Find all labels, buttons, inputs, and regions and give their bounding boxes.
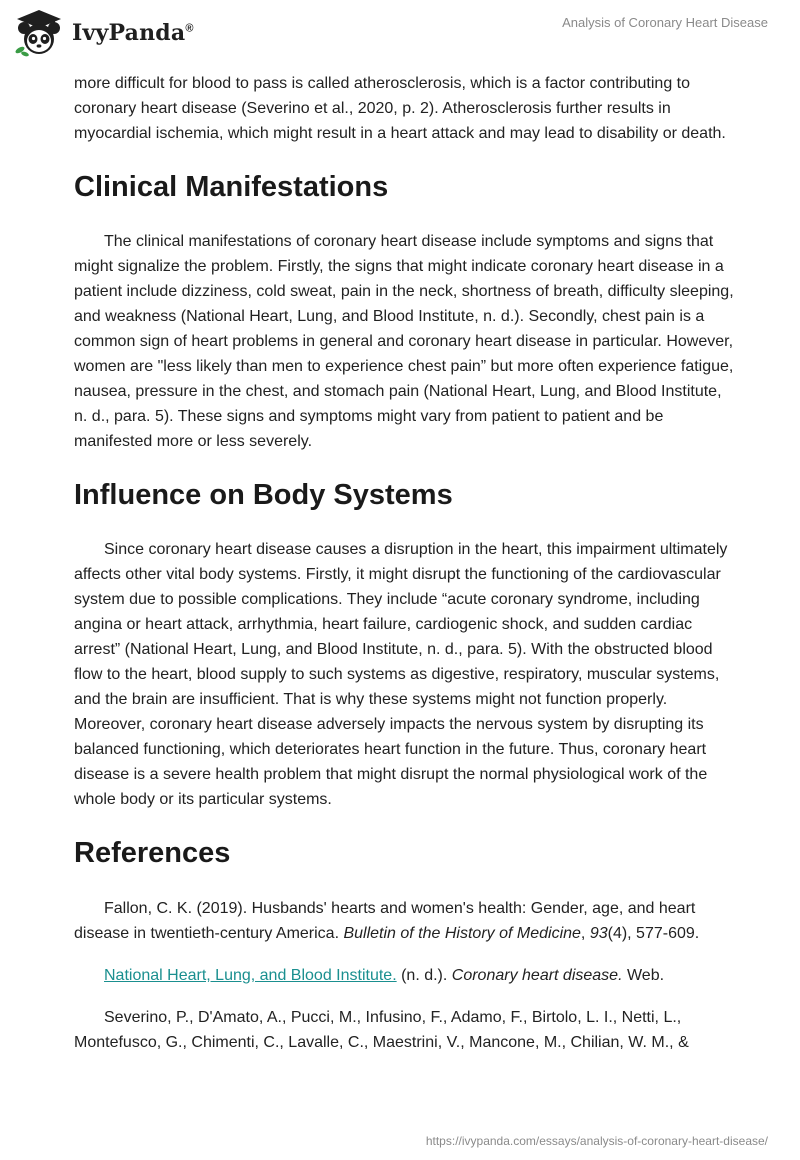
intro-paragraph: more difficult for blood to pass is called atherosclerosis, which is a factor contributing to coronary heart disease (Severino et al., 2020, p. 2). Atherosclerosis further results in myocardial ischemia, which might result in a heart attack and may lead to disability or death. bbox=[74, 75, 726, 142]
panda-graduate-icon bbox=[14, 8, 64, 58]
heading-influence-body-systems: Influence on Body Systems bbox=[74, 479, 453, 511]
nhlbi-link[interactable]: National Heart, Lung, and Blood Institute. bbox=[104, 967, 397, 984]
essay-content bbox=[74, 71, 734, 1055]
reference-nhlbi: National Heart, Lung, and Blood Institute. (n. d.). Coronary heart disease. Web. bbox=[104, 967, 665, 984]
footer-url[interactable]: https://ivypanda.com/essays/analysis-of-coronary-heart-disease/ bbox=[425, 1134, 768, 1148]
influence-paragraph: Since coronary heart disease causes a disruption in the heart, this impairment ultimately affects other vital body systems. Firstly, it might disrupt the functioning of the cardiovascular system due to possible complications. They include “acute coronary syndrome, including angina or heart attack, arrhythmia, heart failure, cardiogenic shock, and sudden cardiac arrest” (National Heart, Lung, and Blood Institute, n. d., para. 5). With the obstructed blood flow to the heart, blood supply to such systems as digestive, respiratory, muscular systems, and the brain are insufficient. That is why these systems might not function properly. Moreover, coronary heart disease adversely impacts the nervous system by disrupting its balanced functioning, which deteriorates heart function in the future. Thus, coronary heart disease is a severe health problem that might disrupt the normal physiological work of the whole body or its particular systems. bbox=[74, 541, 728, 808]
ivypanda-logo[interactable] bbox=[14, 8, 194, 58]
heading-references: References bbox=[74, 837, 231, 869]
reference-fallon: Fallon, C. K. (2019). Husbands' hearts and women's health: Gender, age, and heart disease in twentieth-century America. Bulletin of the History of Medicine, 93(4), 577-609. bbox=[74, 900, 700, 942]
heading-clinical-manifestations: Clinical Manifestations bbox=[74, 171, 389, 203]
document-title: Analysis of Coronary Heart Disease bbox=[562, 15, 768, 30]
page-header bbox=[0, 0, 800, 64]
reference-severino: Severino, P., D'Amato, A., Pucci, M., Infusino, F., Adamo, F., Birtolo, L. I., Netti, L., Montefusco, G., Chimenti, C., Lavalle, C., Maestrini, V., Mancone, M., Chilian, W. M., & bbox=[74, 1009, 689, 1051]
clinical-paragraph: The clinical manifestations of coronary heart disease include symptoms and signs that might signalize the problem. Firstly, the signs that might indicate coronary heart disease in a patient include dizziness, cold sweat, pain in the neck, shortness of breath, difficulty sleeping, and weakness (National Heart, Lung, and Blood Institute, n. d.). Secondly, chest pain is a common sign of heart problems in general and coronary heart disease in particular. However, women are "less likely than men to experience chest pain” but more often experience fatigue, nausea, pressure in the chest, and stomach pain (National Heart, Lung, and Blood Institute, n. d., para. 5). These signs and symptoms might vary from patient to patient and be manifested more or less severely. bbox=[74, 233, 734, 450]
logo-wordmark: IvyPanda® bbox=[72, 20, 194, 46]
